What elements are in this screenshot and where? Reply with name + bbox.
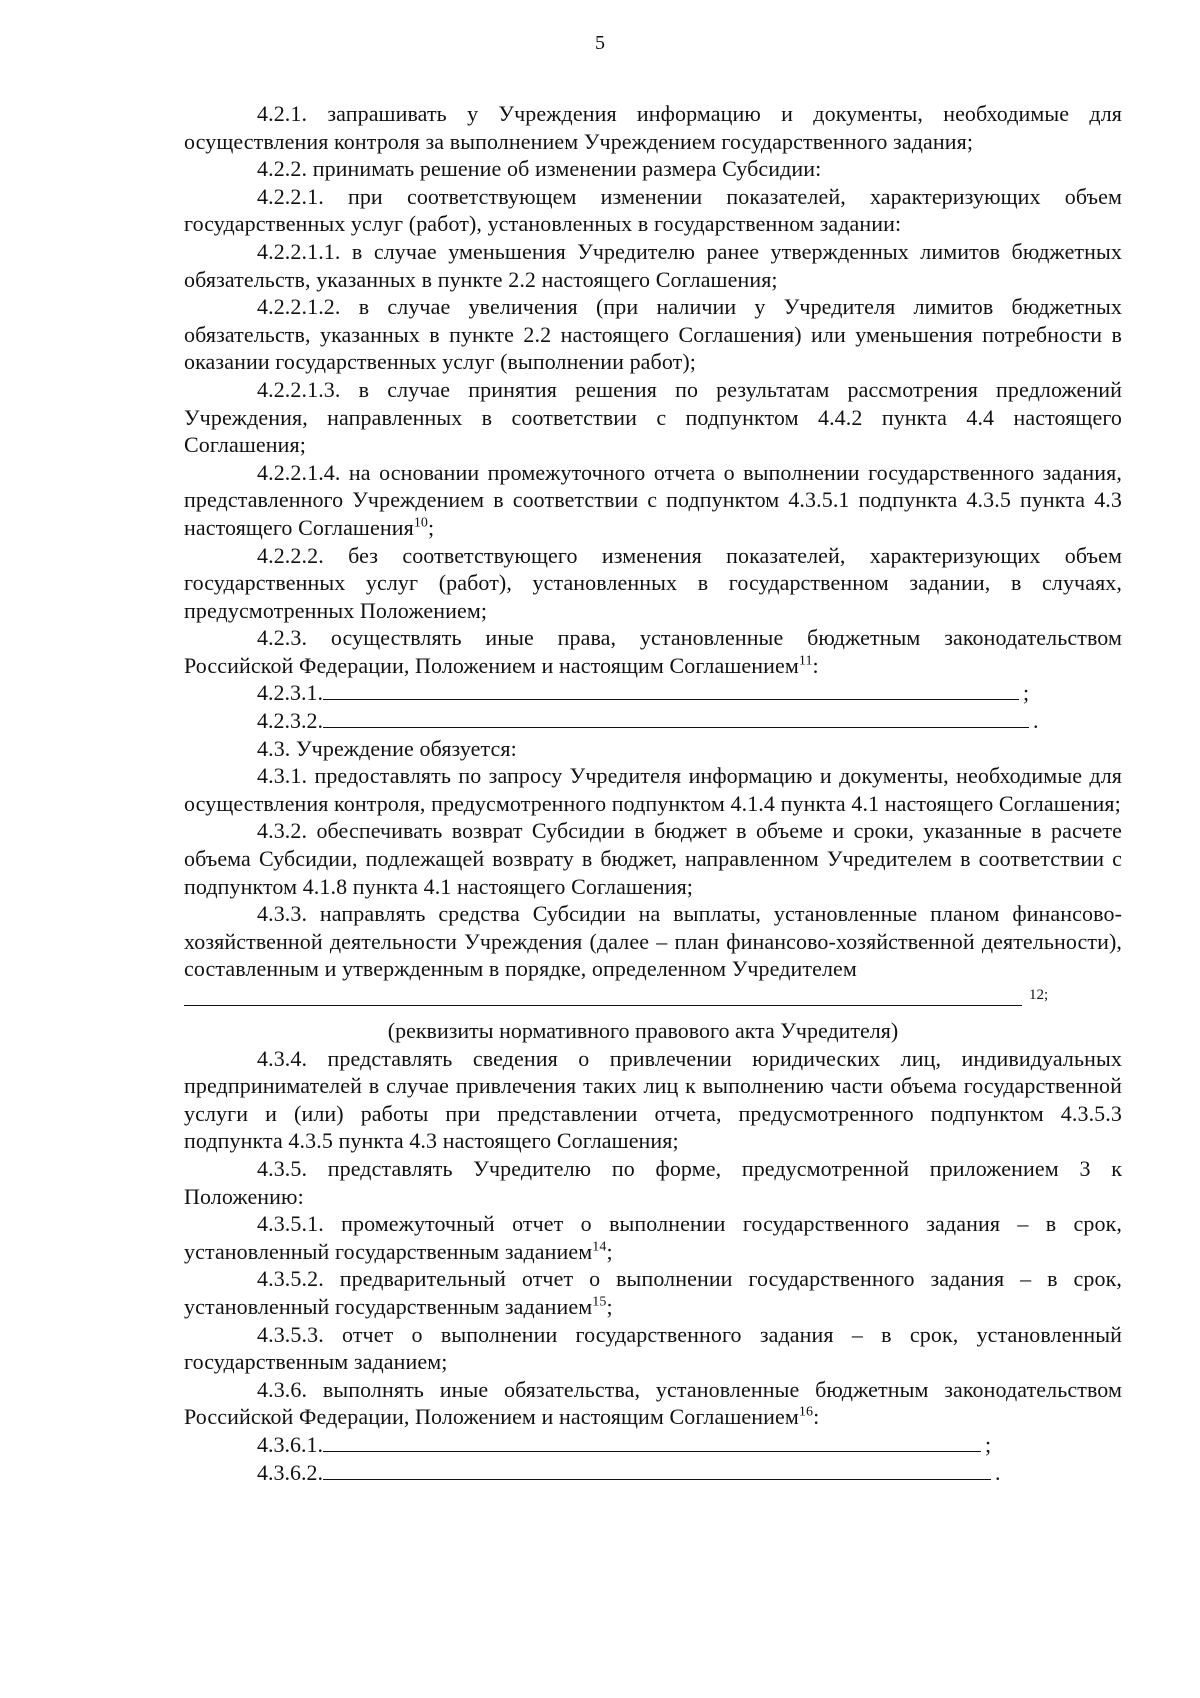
- clause-text: 4.2.2.1. при соответствующем изменении показателей, характеризующих объем государственных услуг (работ), установленных в государственном задании:: [184, 183, 1122, 237]
- clause-punctuation: ;: [428, 514, 435, 540]
- page-number: 5: [595, 32, 605, 54]
- clause-text: 4.3.4. представлять сведения о привлечении юридических лиц, индивидуальных предпринимателей в случае привлечения таких лиц к выполнению части объема государственной услуги и (или) работы при представлении отчета, предусмотренного подпунктом 4.3.5.3 подпункта 4.3.5 пункта 4.3 настоящего Соглашения;: [184, 1045, 1122, 1154]
- blank-item-punctuation: .: [995, 1459, 1001, 1485]
- blank-item: [257, 1431, 1122, 1459]
- footnote-mark-12: 12;: [1029, 987, 1049, 1003]
- clause-text: 4.3.5.1. промежуточный отчет о выполнении государственного задания – в срок, установленный государственным заданием: [184, 1211, 1122, 1264]
- footnote-ref: 14: [592, 1239, 607, 1255]
- clause-paragraph: [184, 100, 1122, 155]
- clause-paragraph: [184, 1265, 1122, 1320]
- clause-paragraph: [184, 238, 1122, 293]
- clause-text: 4.3.2. обеспечивать возврат Субсидии в бюджет в объеме и сроки, указанные в расчете объема Субсидии, подлежащей возврату в бюджет, направленном Учредителем в соответствии с подпунктом 4.1.8 пункта 4.1 настоящего Соглашения;: [184, 818, 1122, 899]
- clause-text: 4.2.2.2. без соответствующего изменения показателей, характеризующих объем государственных услуг (работ), установленных в государственном задании, в случаях, предусмотренных Положением;: [184, 542, 1122, 623]
- clause-paragraph: [184, 376, 1122, 459]
- reference-caption: (реквизиты нормативного правового акта Учредителя): [387, 1018, 899, 1043]
- section-obligations: [184, 735, 1122, 983]
- blank-item-label: 4.3.6.2.: [257, 1459, 323, 1485]
- clause-paragraph: [184, 624, 1122, 679]
- clause-text: 4.3.6. выполнять иные обязательства, установленные бюджетным законодательством Российской Федерации, Положением и настоящим Соглашением: [184, 1376, 1122, 1430]
- blank-item-label: 4.2.3.2.: [257, 708, 323, 734]
- clause-paragraph: [184, 293, 1122, 376]
- clause-paragraph: [184, 735, 1122, 763]
- clause-text: 4.2.2.1.3. в случае принятия решения по результатам рассмотрения предложений Учреждения, направленных в соответствии с подпунктом 4.4.2 пункта 4.4 настоящего Соглашения;: [184, 376, 1122, 458]
- reference-blank-line: [184, 983, 1122, 1017]
- clause-punctuation: ;: [606, 1293, 613, 1319]
- footnote-ref: 10: [413, 515, 429, 531]
- blank-items-obligations: [184, 1431, 1122, 1486]
- blank-fill-line: [323, 1459, 991, 1480]
- clause-paragraph: [184, 817, 1122, 900]
- footnote-ref: 15: [592, 1294, 607, 1310]
- clause-paragraph: [184, 155, 1122, 183]
- clause-paragraph: [184, 1045, 1122, 1155]
- blank-item-label: 4.2.3.1.: [257, 680, 323, 706]
- footnote-ref: 11: [798, 653, 813, 669]
- blank-item-punctuation: ;: [985, 1431, 992, 1457]
- blank-fill-line: [323, 707, 1029, 728]
- clause-text: 4.2.2.1.1. в случае уменьшения Учредителю ранее утвержденных лимитов бюджетных обязательств, указанных в пункте 2.2 настоящего Соглашения;: [184, 238, 1122, 292]
- clause-paragraph: [184, 459, 1122, 542]
- clause-punctuation: ;: [606, 1238, 613, 1264]
- blank-fill-line: [323, 679, 1019, 700]
- clause-paragraph: [184, 1155, 1122, 1210]
- blank-items-rights: [184, 679, 1122, 734]
- blank-item: [257, 1459, 1122, 1487]
- clause-punctuation: :: [813, 1404, 820, 1430]
- clause-text: 4.2.2.1.2. в случае увеличения (при наличии у Учредителя лимитов бюджетных обязательств, указанных в пункте 2.2 настоящего Соглашения) или уменьшения потребности в оказании государственных услуг (выполнении работ);: [184, 294, 1122, 375]
- blank-item-label: 4.3.6.1.: [257, 1431, 323, 1457]
- clause-text: 4.3.1. предоставлять по запросу Учредителя информацию и документы, необходимые для осуществления контроля, предусмотренного подпунктом 4.1.4 пункта 4.1 настоящего Соглашения;: [184, 763, 1122, 816]
- clause-text: 4.3.3. направлять средства Субсидии на выплаты, установленные планом финансово-хозяйственной деятельности Учреждения (далее – план финансово-хозяйственной деятельности), составленным и утвержденным в порядке, определенном Учредителем: [184, 901, 1122, 982]
- clause-text: 4.2.3. осуществлять иные права, установленные бюджетным законодательством Российской Федерации, Положением и настоящим Соглашением: [184, 625, 1122, 678]
- clause-paragraph: [184, 900, 1122, 983]
- clause-paragraph: [184, 762, 1122, 817]
- clause-punctuation: :: [812, 652, 819, 678]
- blank-item: [257, 707, 1122, 735]
- footnote-ref: 16: [798, 1404, 814, 1420]
- section-obligations-continued: [184, 1045, 1122, 1431]
- blank-item: [257, 679, 1122, 707]
- clause-text: 4.3.5.3. отчет о выполнении государственного задания – в срок, установленный государственным заданием;: [184, 1321, 1122, 1375]
- clause-paragraph: [184, 1321, 1122, 1376]
- clause-text: 4.3. Учреждение обязуется:: [257, 735, 517, 761]
- blank-item-punctuation: .: [1033, 708, 1039, 734]
- clause-paragraph: [184, 1210, 1122, 1265]
- clause-paragraph: [184, 1376, 1122, 1431]
- reference-rule: [184, 1005, 1022, 1006]
- section-rights: [184, 100, 1122, 679]
- clause-text: 4.3.5.2. предварительный отчет о выполнении государственного задания – в срок, установленный государственным заданием: [184, 1266, 1122, 1319]
- clause-paragraph: [184, 183, 1122, 238]
- clause-paragraph: [184, 542, 1122, 625]
- document-body: [184, 100, 1122, 1486]
- blank-fill-line: [323, 1431, 981, 1452]
- clause-text: 4.3.5. представлять Учредителю по форме, предусмотренной приложением 3 к Положению:: [184, 1155, 1122, 1209]
- clause-text: 4.2.2.1.4. на основании промежуточного отчета о выполнении государственного задания, представленного Учреждением в соответствии с подпунктом 4.3.5.1 подпункта 4.3.5 пункта 4.3 настоящего Соглашения: [184, 459, 1122, 540]
- clause-text: 4.2.2. принимать решение об изменении размера Субсидии:: [257, 156, 822, 182]
- clause-text: 4.2.1. запрашивать у Учреждения информацию и документы, необходимые для осуществления контроля за выполнением Учреждением государственного задания;: [184, 101, 1122, 154]
- blank-item-punctuation: ;: [1023, 680, 1030, 706]
